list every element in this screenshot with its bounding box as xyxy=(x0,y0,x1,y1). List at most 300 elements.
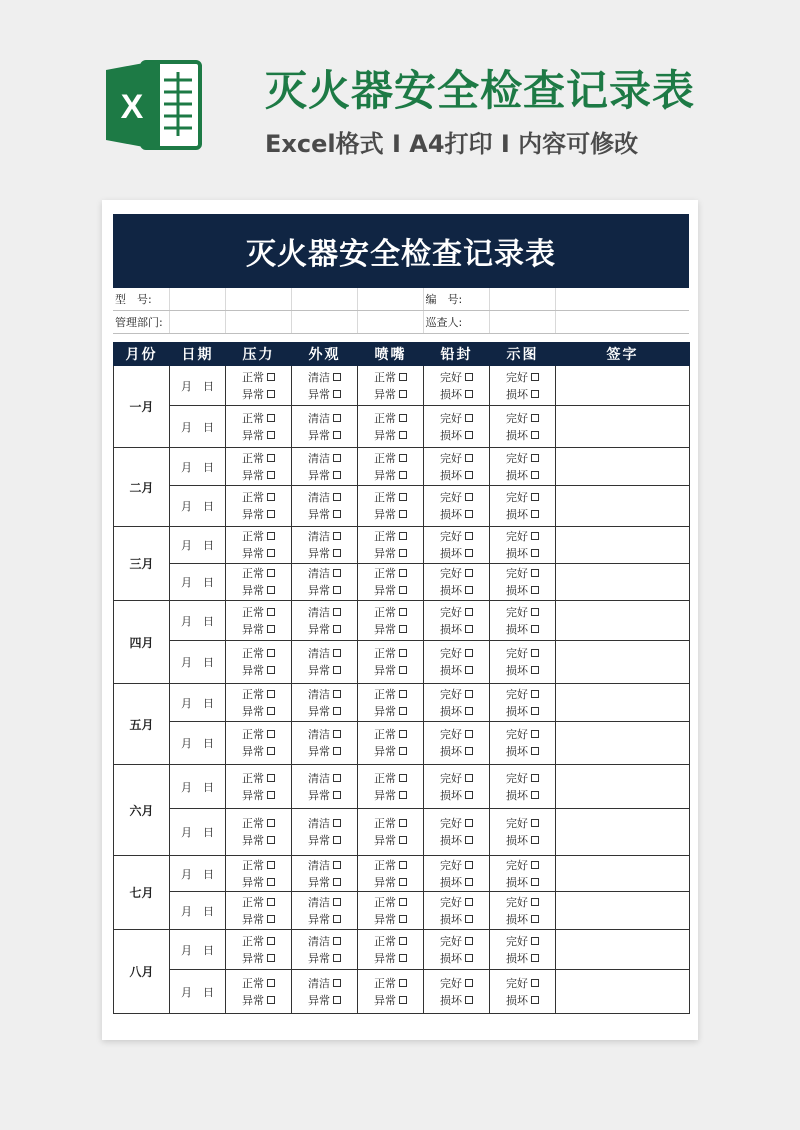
option-label: 异常 xyxy=(242,622,264,636)
checkbox-icon[interactable] xyxy=(531,898,539,906)
seal-option xyxy=(424,787,489,804)
checkbox-icon[interactable] xyxy=(399,454,407,462)
inspector-field[interactable] xyxy=(489,311,555,334)
checkbox-icon[interactable] xyxy=(399,791,407,799)
checkbox-icon[interactable] xyxy=(531,625,539,633)
checkbox-icon[interactable] xyxy=(465,791,473,799)
seal-option xyxy=(424,662,489,679)
appearance-option xyxy=(292,992,357,1009)
checkbox-icon[interactable] xyxy=(267,690,275,698)
diagram-option xyxy=(490,369,555,386)
checkbox-icon[interactable] xyxy=(465,510,473,518)
nozzle-cell xyxy=(358,641,424,684)
option-label: 清洁 xyxy=(308,411,330,425)
checkbox-icon[interactable] xyxy=(399,569,407,577)
checkbox-icon[interactable] xyxy=(531,979,539,987)
option-label: 异常 xyxy=(242,508,264,521)
checkbox-icon[interactable] xyxy=(465,454,473,462)
option-label: 完好 xyxy=(440,895,462,909)
checkbox-icon[interactable] xyxy=(399,649,407,657)
signature-cell[interactable] xyxy=(556,527,690,564)
seal-option xyxy=(424,743,489,760)
checkbox-icon[interactable] xyxy=(531,774,539,782)
checkbox-icon[interactable] xyxy=(465,996,473,1004)
checkbox-icon[interactable] xyxy=(333,454,341,462)
option-label: 正常 xyxy=(374,411,396,425)
checkbox-icon[interactable] xyxy=(465,649,473,657)
checkbox-icon[interactable] xyxy=(531,649,539,657)
checkbox-icon[interactable] xyxy=(465,878,473,886)
date-cell[interactable]: 月 日 xyxy=(170,486,226,527)
diagram-cell xyxy=(490,684,556,722)
checkbox-icon[interactable] xyxy=(531,414,539,422)
pressure-option xyxy=(226,386,291,403)
checkbox-icon[interactable] xyxy=(267,747,275,755)
checkbox-icon[interactable] xyxy=(333,569,341,577)
option-label: 清洁 xyxy=(308,728,330,741)
appearance-option xyxy=(292,528,357,545)
checkbox-icon[interactable] xyxy=(333,774,341,782)
checkbox-icon[interactable] xyxy=(465,747,473,755)
checkbox-icon[interactable] xyxy=(531,707,539,715)
checkbox-icon[interactable] xyxy=(399,996,407,1004)
checkbox-icon[interactable] xyxy=(531,954,539,962)
dept-field[interactable] xyxy=(291,311,357,334)
number-field[interactable] xyxy=(555,288,689,311)
appearance-option xyxy=(292,662,357,679)
checkbox-icon[interactable] xyxy=(399,979,407,987)
date-cell[interactable]: 月 日 xyxy=(170,406,226,448)
date-cell[interactable]: 月 日 xyxy=(170,601,226,641)
date-cell[interactable]: 月 日 xyxy=(170,722,226,765)
checkbox-icon[interactable] xyxy=(267,996,275,1004)
diagram-cell xyxy=(490,564,556,601)
checkbox-icon[interactable] xyxy=(531,390,539,398)
option-label: 完好 xyxy=(440,858,462,872)
checkbox-icon[interactable] xyxy=(531,836,539,844)
checkbox-icon[interactable] xyxy=(465,861,473,869)
appearance-cell xyxy=(292,809,358,856)
checkbox-icon[interactable] xyxy=(465,549,473,557)
checkbox-icon[interactable] xyxy=(531,819,539,827)
date-cell[interactable]: 月 日 xyxy=(170,366,226,406)
checkbox-icon[interactable] xyxy=(399,774,407,782)
table-row xyxy=(114,641,690,684)
signature-cell[interactable] xyxy=(556,765,690,809)
appearance-option xyxy=(292,815,357,832)
checkbox-icon[interactable] xyxy=(531,586,539,594)
checkbox-icon[interactable] xyxy=(531,666,539,674)
checkbox-icon[interactable] xyxy=(531,373,539,381)
checkbox-icon[interactable] xyxy=(399,625,407,633)
number-label: 编 号: xyxy=(423,288,489,311)
checkbox-icon[interactable] xyxy=(333,625,341,633)
checkbox-icon[interactable] xyxy=(465,666,473,674)
checkbox-icon[interactable] xyxy=(399,549,407,557)
checkbox-icon[interactable] xyxy=(333,431,341,439)
checkbox-icon[interactable] xyxy=(267,569,275,577)
checkbox-icon[interactable] xyxy=(399,532,407,540)
nozzle-cell xyxy=(358,601,424,641)
nozzle-option xyxy=(358,645,423,662)
diagram-option xyxy=(490,726,555,743)
dept-field[interactable] xyxy=(169,311,225,334)
checkbox-icon[interactable] xyxy=(333,510,341,518)
option-label: 正常 xyxy=(374,895,396,909)
date-cell[interactable]: 月 日 xyxy=(170,892,226,930)
seal-cell xyxy=(424,970,490,1014)
pressure-option xyxy=(226,857,291,874)
checkbox-icon[interactable] xyxy=(333,690,341,698)
option-label: 完好 xyxy=(506,895,528,909)
checkbox-icon[interactable] xyxy=(267,390,275,398)
checkbox-icon[interactable] xyxy=(267,493,275,501)
table-row xyxy=(114,601,690,641)
option-label: 完好 xyxy=(506,567,528,580)
signature-cell[interactable] xyxy=(556,970,690,1014)
checkbox-icon[interactable] xyxy=(267,471,275,479)
checkbox-icon[interactable] xyxy=(267,791,275,799)
option-label: 损坏 xyxy=(440,547,462,560)
seal-cell xyxy=(424,564,490,601)
checkbox-icon[interactable] xyxy=(267,666,275,674)
checkbox-icon[interactable] xyxy=(531,861,539,869)
option-label: 完好 xyxy=(506,491,528,504)
appearance-option xyxy=(292,787,357,804)
option-label: 完好 xyxy=(440,451,462,465)
checkbox-icon[interactable] xyxy=(333,390,341,398)
option-label: 正常 xyxy=(374,817,396,830)
appearance-cell xyxy=(292,448,358,486)
option-label: 完好 xyxy=(440,817,462,830)
checkbox-icon[interactable] xyxy=(267,861,275,869)
checkbox-icon[interactable] xyxy=(531,730,539,738)
checkbox-icon[interactable] xyxy=(267,937,275,945)
date-cell[interactable]: 月 日 xyxy=(170,527,226,564)
checkbox-icon[interactable] xyxy=(267,898,275,906)
table-row xyxy=(114,684,690,722)
pressure-cell xyxy=(226,970,292,1014)
checkbox-icon[interactable] xyxy=(465,471,473,479)
date-cell[interactable]: 月 日 xyxy=(170,856,226,892)
checkbox-icon[interactable] xyxy=(399,819,407,827)
option-label: 损坏 xyxy=(506,912,528,926)
checkbox-icon[interactable] xyxy=(465,493,473,501)
checkbox-icon[interactable] xyxy=(399,690,407,698)
option-label: 正常 xyxy=(242,451,264,465)
checkbox-icon[interactable] xyxy=(267,431,275,439)
checkbox-icon[interactable] xyxy=(465,373,473,381)
signature-cell[interactable] xyxy=(556,930,690,970)
checkbox-icon[interactable] xyxy=(531,937,539,945)
checkbox-icon[interactable] xyxy=(399,915,407,923)
signature-cell[interactable] xyxy=(556,856,690,892)
checkbox-icon[interactable] xyxy=(267,730,275,738)
option-label: 异常 xyxy=(308,993,330,1007)
checkbox-icon[interactable] xyxy=(399,937,407,945)
signature-cell[interactable] xyxy=(556,486,690,527)
checkbox-icon[interactable] xyxy=(333,549,341,557)
appearance-cell xyxy=(292,930,358,970)
checkbox-icon[interactable] xyxy=(399,747,407,755)
checkbox-icon[interactable] xyxy=(399,861,407,869)
appearance-option xyxy=(292,975,357,992)
signature-cell[interactable] xyxy=(556,406,690,448)
checkbox-icon[interactable] xyxy=(465,954,473,962)
signature-cell[interactable] xyxy=(556,892,690,930)
checkbox-icon[interactable] xyxy=(465,937,473,945)
signature-cell[interactable] xyxy=(556,564,690,601)
checkbox-icon[interactable] xyxy=(465,414,473,422)
checkbox-icon[interactable] xyxy=(531,532,539,540)
checkbox-icon[interactable] xyxy=(399,836,407,844)
option-label: 完好 xyxy=(440,647,462,660)
option-label: 异常 xyxy=(374,788,396,802)
date-cell[interactable]: 月 日 xyxy=(170,930,226,970)
option-label: 完好 xyxy=(506,976,528,990)
checkbox-icon[interactable] xyxy=(267,954,275,962)
checkbox-icon[interactable] xyxy=(399,666,407,674)
nozzle-option xyxy=(358,992,423,1009)
checkbox-icon[interactable] xyxy=(531,549,539,557)
checkbox-icon[interactable] xyxy=(465,836,473,844)
diagram-option xyxy=(490,467,555,484)
option-label: 完好 xyxy=(440,370,462,384)
checkbox-icon[interactable] xyxy=(465,819,473,827)
checkbox-icon[interactable] xyxy=(465,730,473,738)
seal-option xyxy=(424,770,489,787)
checkbox-icon[interactable] xyxy=(531,747,539,755)
date-cell[interactable]: 月 日 xyxy=(170,641,226,684)
date-cell[interactable]: 月 日 xyxy=(170,970,226,1014)
checkbox-icon[interactable] xyxy=(333,836,341,844)
checkbox-icon[interactable] xyxy=(333,979,341,987)
signature-cell[interactable] xyxy=(556,722,690,765)
checkbox-icon[interactable] xyxy=(333,414,341,422)
checkbox-icon[interactable] xyxy=(267,915,275,923)
checkbox-icon[interactable] xyxy=(267,549,275,557)
option-label: 完好 xyxy=(506,771,528,785)
appearance-option xyxy=(292,369,357,386)
option-label: 清洁 xyxy=(308,530,330,543)
checkbox-icon[interactable] xyxy=(267,532,275,540)
appearance-option xyxy=(292,645,357,662)
checkbox-icon[interactable] xyxy=(267,373,275,381)
checkbox-icon[interactable] xyxy=(267,774,275,782)
checkbox-icon[interactable] xyxy=(333,532,341,540)
checkbox-icon[interactable] xyxy=(267,586,275,594)
checkbox-icon[interactable] xyxy=(333,586,341,594)
checkbox-icon[interactable] xyxy=(465,690,473,698)
checkbox-icon[interactable] xyxy=(399,878,407,886)
option-label: 异常 xyxy=(308,834,330,847)
seal-option xyxy=(424,489,489,506)
checkbox-icon[interactable] xyxy=(465,532,473,540)
table-row xyxy=(114,527,690,564)
signature-cell[interactable] xyxy=(556,448,690,486)
option-label: 异常 xyxy=(374,508,396,521)
model-field[interactable] xyxy=(225,288,291,311)
option-label: 清洁 xyxy=(308,895,330,909)
inspector-field[interactable] xyxy=(555,311,689,334)
checkbox-icon[interactable] xyxy=(333,730,341,738)
checkbox-icon[interactable] xyxy=(333,861,341,869)
checkbox-icon[interactable] xyxy=(267,819,275,827)
checkbox-icon[interactable] xyxy=(531,878,539,886)
checkbox-icon[interactable] xyxy=(267,510,275,518)
checkbox-icon[interactable] xyxy=(333,791,341,799)
checkbox-icon[interactable] xyxy=(465,431,473,439)
dept-field[interactable] xyxy=(225,311,291,334)
seal-cell xyxy=(424,930,490,970)
checkbox-icon[interactable] xyxy=(531,608,539,616)
nozzle-option xyxy=(358,528,423,545)
date-cell[interactable]: 月 日 xyxy=(170,765,226,809)
checkbox-icon[interactable] xyxy=(399,493,407,501)
checkbox-icon[interactable] xyxy=(465,625,473,633)
checkbox-icon[interactable] xyxy=(333,937,341,945)
seal-cell xyxy=(424,722,490,765)
checkbox-icon[interactable] xyxy=(333,915,341,923)
checkbox-icon[interactable] xyxy=(267,454,275,462)
checkbox-icon[interactable] xyxy=(333,707,341,715)
checkbox-icon[interactable] xyxy=(531,471,539,479)
checkbox-icon[interactable] xyxy=(267,649,275,657)
date-cell[interactable]: 月 日 xyxy=(170,684,226,722)
checkbox-icon[interactable] xyxy=(333,649,341,657)
option-label: 正常 xyxy=(374,491,396,504)
date-cell[interactable]: 月 日 xyxy=(170,809,226,856)
col-header-signature: 签字 xyxy=(556,343,690,366)
diagram-option xyxy=(490,933,555,950)
checkbox-icon[interactable] xyxy=(333,898,341,906)
checkbox-icon[interactable] xyxy=(399,954,407,962)
checkbox-icon[interactable] xyxy=(465,707,473,715)
diagram-option xyxy=(490,787,555,804)
nozzle-option xyxy=(358,565,423,582)
checkbox-icon[interactable] xyxy=(465,586,473,594)
checkbox-icon[interactable] xyxy=(399,707,407,715)
diagram-cell xyxy=(490,722,556,765)
checkbox-icon[interactable] xyxy=(399,510,407,518)
signature-cell[interactable] xyxy=(556,601,690,641)
checkbox-icon[interactable] xyxy=(465,608,473,616)
signature-cell[interactable] xyxy=(556,366,690,406)
nozzle-cell xyxy=(358,406,424,448)
model-field[interactable] xyxy=(291,288,357,311)
checkbox-icon[interactable] xyxy=(267,878,275,886)
checkbox-icon[interactable] xyxy=(399,373,407,381)
checkbox-icon[interactable] xyxy=(333,666,341,674)
pressure-cell xyxy=(226,809,292,856)
checkbox-icon[interactable] xyxy=(531,996,539,1004)
checkbox-icon[interactable] xyxy=(399,608,407,616)
pressure-option xyxy=(226,726,291,743)
signature-cell[interactable] xyxy=(556,684,690,722)
signature-cell[interactable] xyxy=(556,641,690,684)
option-label: 损坏 xyxy=(506,834,528,847)
appearance-option xyxy=(292,545,357,562)
checkbox-icon[interactable] xyxy=(399,471,407,479)
checkbox-icon[interactable] xyxy=(531,493,539,501)
number-field[interactable] xyxy=(489,288,555,311)
checkbox-icon[interactable] xyxy=(333,996,341,1004)
option-label: 正常 xyxy=(242,605,264,619)
seal-option xyxy=(424,369,489,386)
date-cell[interactable]: 月 日 xyxy=(170,564,226,601)
appearance-option xyxy=(292,703,357,720)
checkbox-icon[interactable] xyxy=(399,431,407,439)
checkbox-icon[interactable] xyxy=(267,707,275,715)
pressure-option xyxy=(226,427,291,444)
option-label: 异常 xyxy=(242,788,264,802)
seal-cell xyxy=(424,486,490,527)
option-label: 损坏 xyxy=(506,993,528,1007)
diagram-cell xyxy=(490,930,556,970)
checkbox-icon[interactable] xyxy=(465,898,473,906)
checkbox-icon[interactable] xyxy=(333,373,341,381)
checkbox-icon[interactable] xyxy=(465,390,473,398)
checkbox-icon[interactable] xyxy=(531,690,539,698)
checkbox-icon[interactable] xyxy=(531,569,539,577)
checkbox-icon[interactable] xyxy=(531,431,539,439)
checkbox-icon[interactable] xyxy=(531,510,539,518)
option-label: 异常 xyxy=(374,993,396,1007)
checkbox-icon[interactable] xyxy=(399,730,407,738)
checkbox-icon[interactable] xyxy=(267,625,275,633)
checkbox-icon[interactable] xyxy=(465,569,473,577)
seal-option xyxy=(424,645,489,662)
checkbox-icon[interactable] xyxy=(333,954,341,962)
diagram-option xyxy=(490,427,555,444)
checkbox-icon[interactable] xyxy=(333,747,341,755)
checkbox-icon[interactable] xyxy=(333,493,341,501)
nozzle-option xyxy=(358,911,423,928)
model-field[interactable] xyxy=(169,288,225,311)
checkbox-icon[interactable] xyxy=(267,608,275,616)
checkbox-icon[interactable] xyxy=(531,915,539,923)
checkbox-icon[interactable] xyxy=(399,390,407,398)
pressure-option xyxy=(226,686,291,703)
checkbox-icon[interactable] xyxy=(333,819,341,827)
col-header-month: 月份 xyxy=(114,343,170,366)
signature-cell[interactable] xyxy=(556,809,690,856)
nozzle-cell xyxy=(358,809,424,856)
pressure-option xyxy=(226,874,291,891)
option-label: 异常 xyxy=(242,875,264,889)
checkbox-icon[interactable] xyxy=(267,414,275,422)
checkbox-icon[interactable] xyxy=(333,608,341,616)
date-cell[interactable]: 月 日 xyxy=(170,448,226,486)
checkbox-icon[interactable] xyxy=(333,471,341,479)
month-cell: 五月 xyxy=(114,684,170,765)
checkbox-icon[interactable] xyxy=(267,836,275,844)
checkbox-icon[interactable] xyxy=(465,774,473,782)
checkbox-icon[interactable] xyxy=(531,791,539,799)
spacer-cell xyxy=(357,288,423,311)
checkbox-icon[interactable] xyxy=(399,414,407,422)
checkbox-icon[interactable] xyxy=(399,898,407,906)
checkbox-icon[interactable] xyxy=(465,915,473,923)
checkbox-icon[interactable] xyxy=(531,454,539,462)
checkbox-icon[interactable] xyxy=(267,979,275,987)
seal-option xyxy=(424,992,489,1009)
month-cell: 四月 xyxy=(114,601,170,684)
checkbox-icon[interactable] xyxy=(399,586,407,594)
checkbox-icon[interactable] xyxy=(333,878,341,886)
checkbox-icon[interactable] xyxy=(465,979,473,987)
appearance-option xyxy=(292,467,357,484)
